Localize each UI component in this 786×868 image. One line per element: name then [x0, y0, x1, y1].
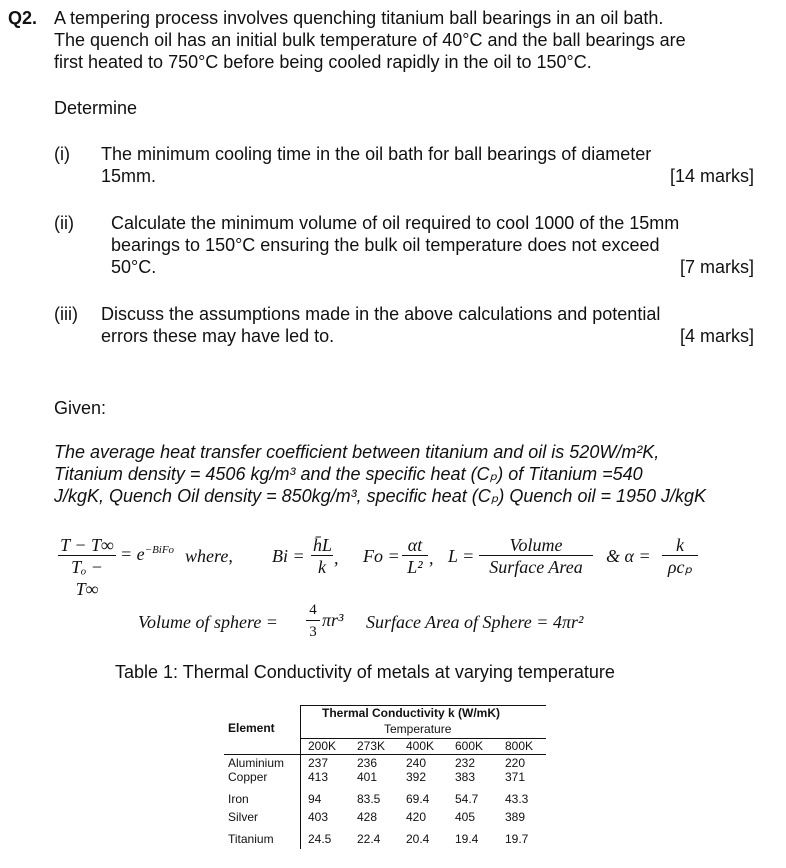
temp-col-200k: 200K	[308, 739, 337, 753]
table-cell: 22.4	[357, 832, 381, 846]
table-cell: 371	[505, 770, 526, 784]
intro-line-1: A tempering process involves quenching titanium ball bearings in an oil bath.	[54, 8, 664, 28]
temp-col-400k: 400K	[406, 739, 435, 753]
table-cell: 420	[406, 810, 427, 824]
row-element: Titanium	[228, 832, 274, 846]
question-number: Q2.	[8, 8, 38, 28]
element-header: Element	[228, 721, 275, 735]
part-ii-line-3: 50°C.	[111, 257, 157, 277]
temp-col-273k: 273K	[357, 739, 386, 753]
sphere-area-formula: Surface Area of Sphere = 4πr²	[366, 612, 584, 632]
sphere-volume-label: Volume of sphere =	[138, 612, 278, 632]
intro-line-2: The quench oil has an initial bulk temperature of 40°C and the ball bearings are	[54, 30, 686, 50]
table-cell: 43.3	[505, 792, 529, 806]
biot-denominator: k	[318, 557, 326, 577]
table-cell: 69.4	[406, 792, 430, 806]
part-iii-marks: [4 marks]	[679, 326, 754, 346]
temp-col-800k: 800K	[505, 739, 534, 753]
temperature-header: Temperature	[384, 722, 452, 736]
alpha-numerator: k	[662, 535, 698, 556]
table-cell: 240	[406, 756, 427, 770]
fourier-denominator: L²	[407, 557, 423, 577]
temp-ratio-denominator: Tₒ − T∞	[71, 557, 103, 599]
row-element: Silver	[228, 810, 259, 824]
table-cell: 19.7	[505, 832, 529, 846]
temp-col-600k: 600K	[455, 739, 484, 753]
biot-comma: ,	[334, 548, 339, 568]
exp-base: = e	[120, 544, 145, 564]
table-cell: 54.7	[455, 792, 479, 806]
given-line-1: The average heat transfer coefficient between titanium and oil is 520W/m²K,	[54, 442, 660, 462]
conductivity-header: Thermal Conductivity k (W/mK)	[322, 706, 501, 720]
part-ii-line-2: bearings to 150°C ensuring the bulk oil temperature does not exceed	[111, 235, 660, 255]
sphere-volume-numerator: 4	[306, 600, 320, 621]
given-line-2: Titanium density = 4506 kg/m³ and the specific heat (Cₚ) of Titanium =540	[54, 464, 643, 484]
sphere-volume-fraction	[306, 600, 320, 643]
table-cell: 383	[455, 770, 476, 784]
part-iii-line-1: Discuss the assumptions made in the above calculations and potential	[101, 304, 661, 324]
intro-line-3: first heated to 750°C before being cooled rapidly in the oil to 150°C.	[54, 52, 592, 72]
table-cell: 428	[357, 810, 378, 824]
exp-power: −BiFo	[144, 544, 175, 556]
table-cell: 389	[505, 810, 526, 824]
fourier-label: Fo =	[363, 546, 400, 566]
part-i-line-1: The minimum cooling time in the oil bath for ball bearings of diameter	[101, 144, 652, 164]
table-cell: 94	[308, 792, 322, 806]
sphere-volume-denominator: 3	[309, 624, 317, 640]
exponential-term	[120, 544, 174, 565]
table-header-rule	[224, 754, 546, 755]
row-element: Aluminium	[228, 756, 285, 770]
table-cell: 24.5	[308, 832, 332, 846]
temp-ratio-numerator: T − T∞	[58, 535, 116, 556]
length-numerator: Volume	[479, 535, 593, 556]
given-line-3: J/kgK, Quench Oil density = 850kg/m³, specific heat (Cₚ) Quench oil = 1950 J/kgK	[54, 486, 707, 506]
determine-label: Determine	[54, 98, 138, 118]
part-ii-marks: [7 marks]	[679, 257, 754, 277]
part-ii-line-1: Calculate the minimum volume of oil required to cool 1000 of the 15mm	[111, 213, 680, 233]
length-fraction	[479, 535, 593, 578]
where-label: where,	[185, 546, 233, 566]
table-cell: 236	[357, 756, 378, 770]
thermal-conductivity-table	[224, 705, 546, 849]
row-element: Copper	[228, 770, 268, 784]
table-cell: 401	[357, 770, 378, 784]
row-element: Iron	[228, 792, 249, 806]
part-iii-line-2: errors these may have led to.	[101, 326, 335, 346]
part-i-marks: [14 marks]	[669, 166, 754, 186]
part-i-label: (i)	[54, 144, 70, 164]
fourier-fraction	[402, 535, 428, 578]
table-cell: 413	[308, 770, 329, 784]
biot-label: Bi =	[272, 546, 305, 566]
alpha-denominator: ρcₚ	[667, 557, 693, 577]
fourier-comma: ,	[429, 548, 434, 568]
table-cell: 405	[455, 810, 476, 824]
alpha-fraction	[662, 535, 698, 578]
table-cell: 19.4	[455, 832, 479, 846]
table-cell: 20.4	[406, 832, 430, 846]
table-caption: Table 1: Thermal Conductivity of metals at varying temperature	[115, 662, 615, 682]
table-cell: 220	[505, 756, 526, 770]
part-i-line-2: 15mm.	[101, 166, 157, 186]
part-iii-label: (iii)	[54, 304, 78, 324]
table-cell: 83.5	[357, 792, 381, 806]
table-cell: 403	[308, 810, 329, 824]
table-cell: 392	[406, 770, 427, 784]
biot-numerator: h̄L	[313, 535, 333, 555]
length-denominator: Surface Area	[489, 557, 583, 577]
part-ii-label: (ii)	[54, 213, 74, 233]
table-cell: 237	[308, 756, 329, 770]
length-label: L =	[448, 546, 475, 566]
sphere-volume-rest: πr³	[322, 610, 344, 630]
table-column-divider	[300, 705, 301, 849]
alpha-label: & α =	[606, 546, 651, 566]
fourier-numerator: αt	[402, 535, 428, 556]
biot-fraction	[311, 535, 333, 578]
table-cell: 232	[455, 756, 476, 770]
temp-ratio-fraction	[58, 535, 116, 600]
given-label: Given:	[54, 398, 107, 418]
